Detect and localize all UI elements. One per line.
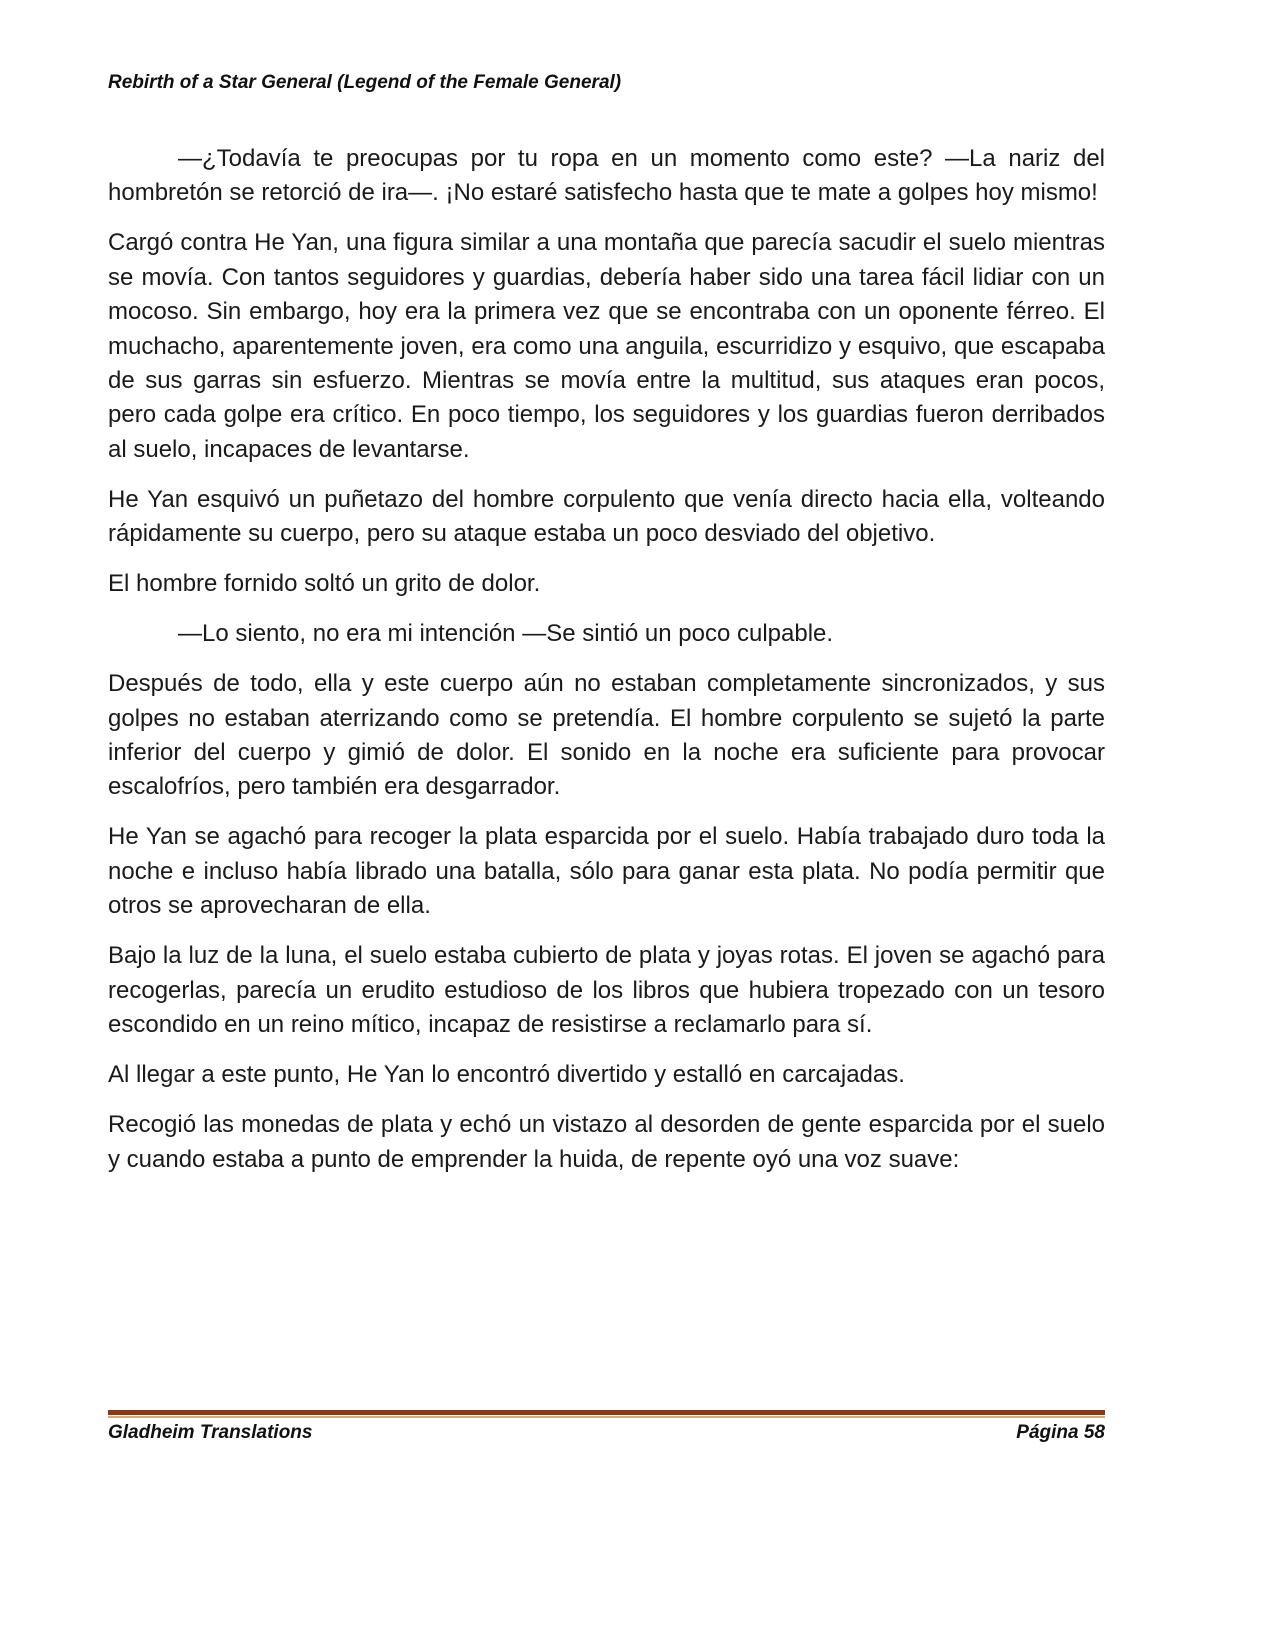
paragraph-10: Recogió las monedas de plata y echó un vistazo al desorden de gente esparcida por el suelo y cuando estaba a punto de emprender la huida, de repente oyó una voz suave: xyxy=(108,1111,1105,1173)
paragraph-3: He Yan esquivó un puñetazo del hombre corpulento que venía directo hacia ella, volteando rápidamente su cuerpo, pero su ataque estaba un poco desviado del objetivo. xyxy=(108,485,1105,548)
paragraph-dialogue-5: —Lo siento, no era mi intención —Se sintió un poco culpable. xyxy=(178,620,834,648)
footer-translator: Gladheim Translations xyxy=(108,1422,313,1443)
footer-divider xyxy=(108,1410,1105,1418)
paragraph-4: El hombre fornido soltó un grito de dolor. xyxy=(108,570,541,598)
paragraph-dialogue-1: —¿Todavía te preocupas por tu ropa en un momento como este? —La nariz del hombretón se retorció de ira—. ¡No estaré satisfecho hasta que te mate a golpes hoy mismo! xyxy=(108,145,1105,207)
running-header: Rebirth of a Star General (Legend of the Female General) xyxy=(108,72,622,93)
footer-divider-thin xyxy=(108,1416,1105,1418)
page-body xyxy=(108,142,1105,1193)
footer-page-number: Página 58 xyxy=(1016,1422,1105,1443)
footer-divider-thick xyxy=(108,1410,1105,1415)
paragraph-6: Después de todo, ella y este cuerpo aún no estaban completamente sincronizados, y sus golpes no estaban aterrizando como se pretendía. El hombre corpulento se sujetó la parte inferior del cuerpo y gimió de dolor. El sonido en la noche era suficiente para provocar escalofríos, pero también era desgarrador. xyxy=(108,670,1105,801)
paragraph-9: Al llegar a este punto, He Yan lo encontró divertido y estalló en carcajadas. xyxy=(108,1061,905,1089)
paragraph-7: He Yan se agachó para recoger la plata esparcida por el suelo. Había trabajado duro toda la noche e incluso había librado una batalla, sólo para ganar esta plata. No podía permitir que otros se aprovecharan de ella. xyxy=(108,823,1105,920)
paragraph-8: Bajo la luz de la luna, el suelo estaba cubierto de plata y joyas rotas. El joven se agachó para recogerlas, parecía un erudito estudioso de los libros que hubiera tropezado con un tesoro escondido en un reino mítico, incapaz de resistirse a reclamarlo para sí. xyxy=(108,942,1105,1039)
paragraph-2: Cargó contra He Yan, una figura similar a una montaña que parecía sacudir el suelo mientras se movía. Con tantos seguidores y guardias, debería haber sido una tarea fácil lidiar con un mocoso. Sin embargo, hoy era la primera vez que se encontraba con un oponente férreo. El muchacho, aparentemente joven, era como una anguila, escurridizo y esquivo, que escapaba de sus garras sin esfuerzo. Mientras se movía entre la multitud, sus ataques eran pocos, pero cada golpe era crítico. En poco tiempo, los seguidores y los guardias fueron derribados al suelo, incapaces de levantarse. xyxy=(108,229,1105,463)
